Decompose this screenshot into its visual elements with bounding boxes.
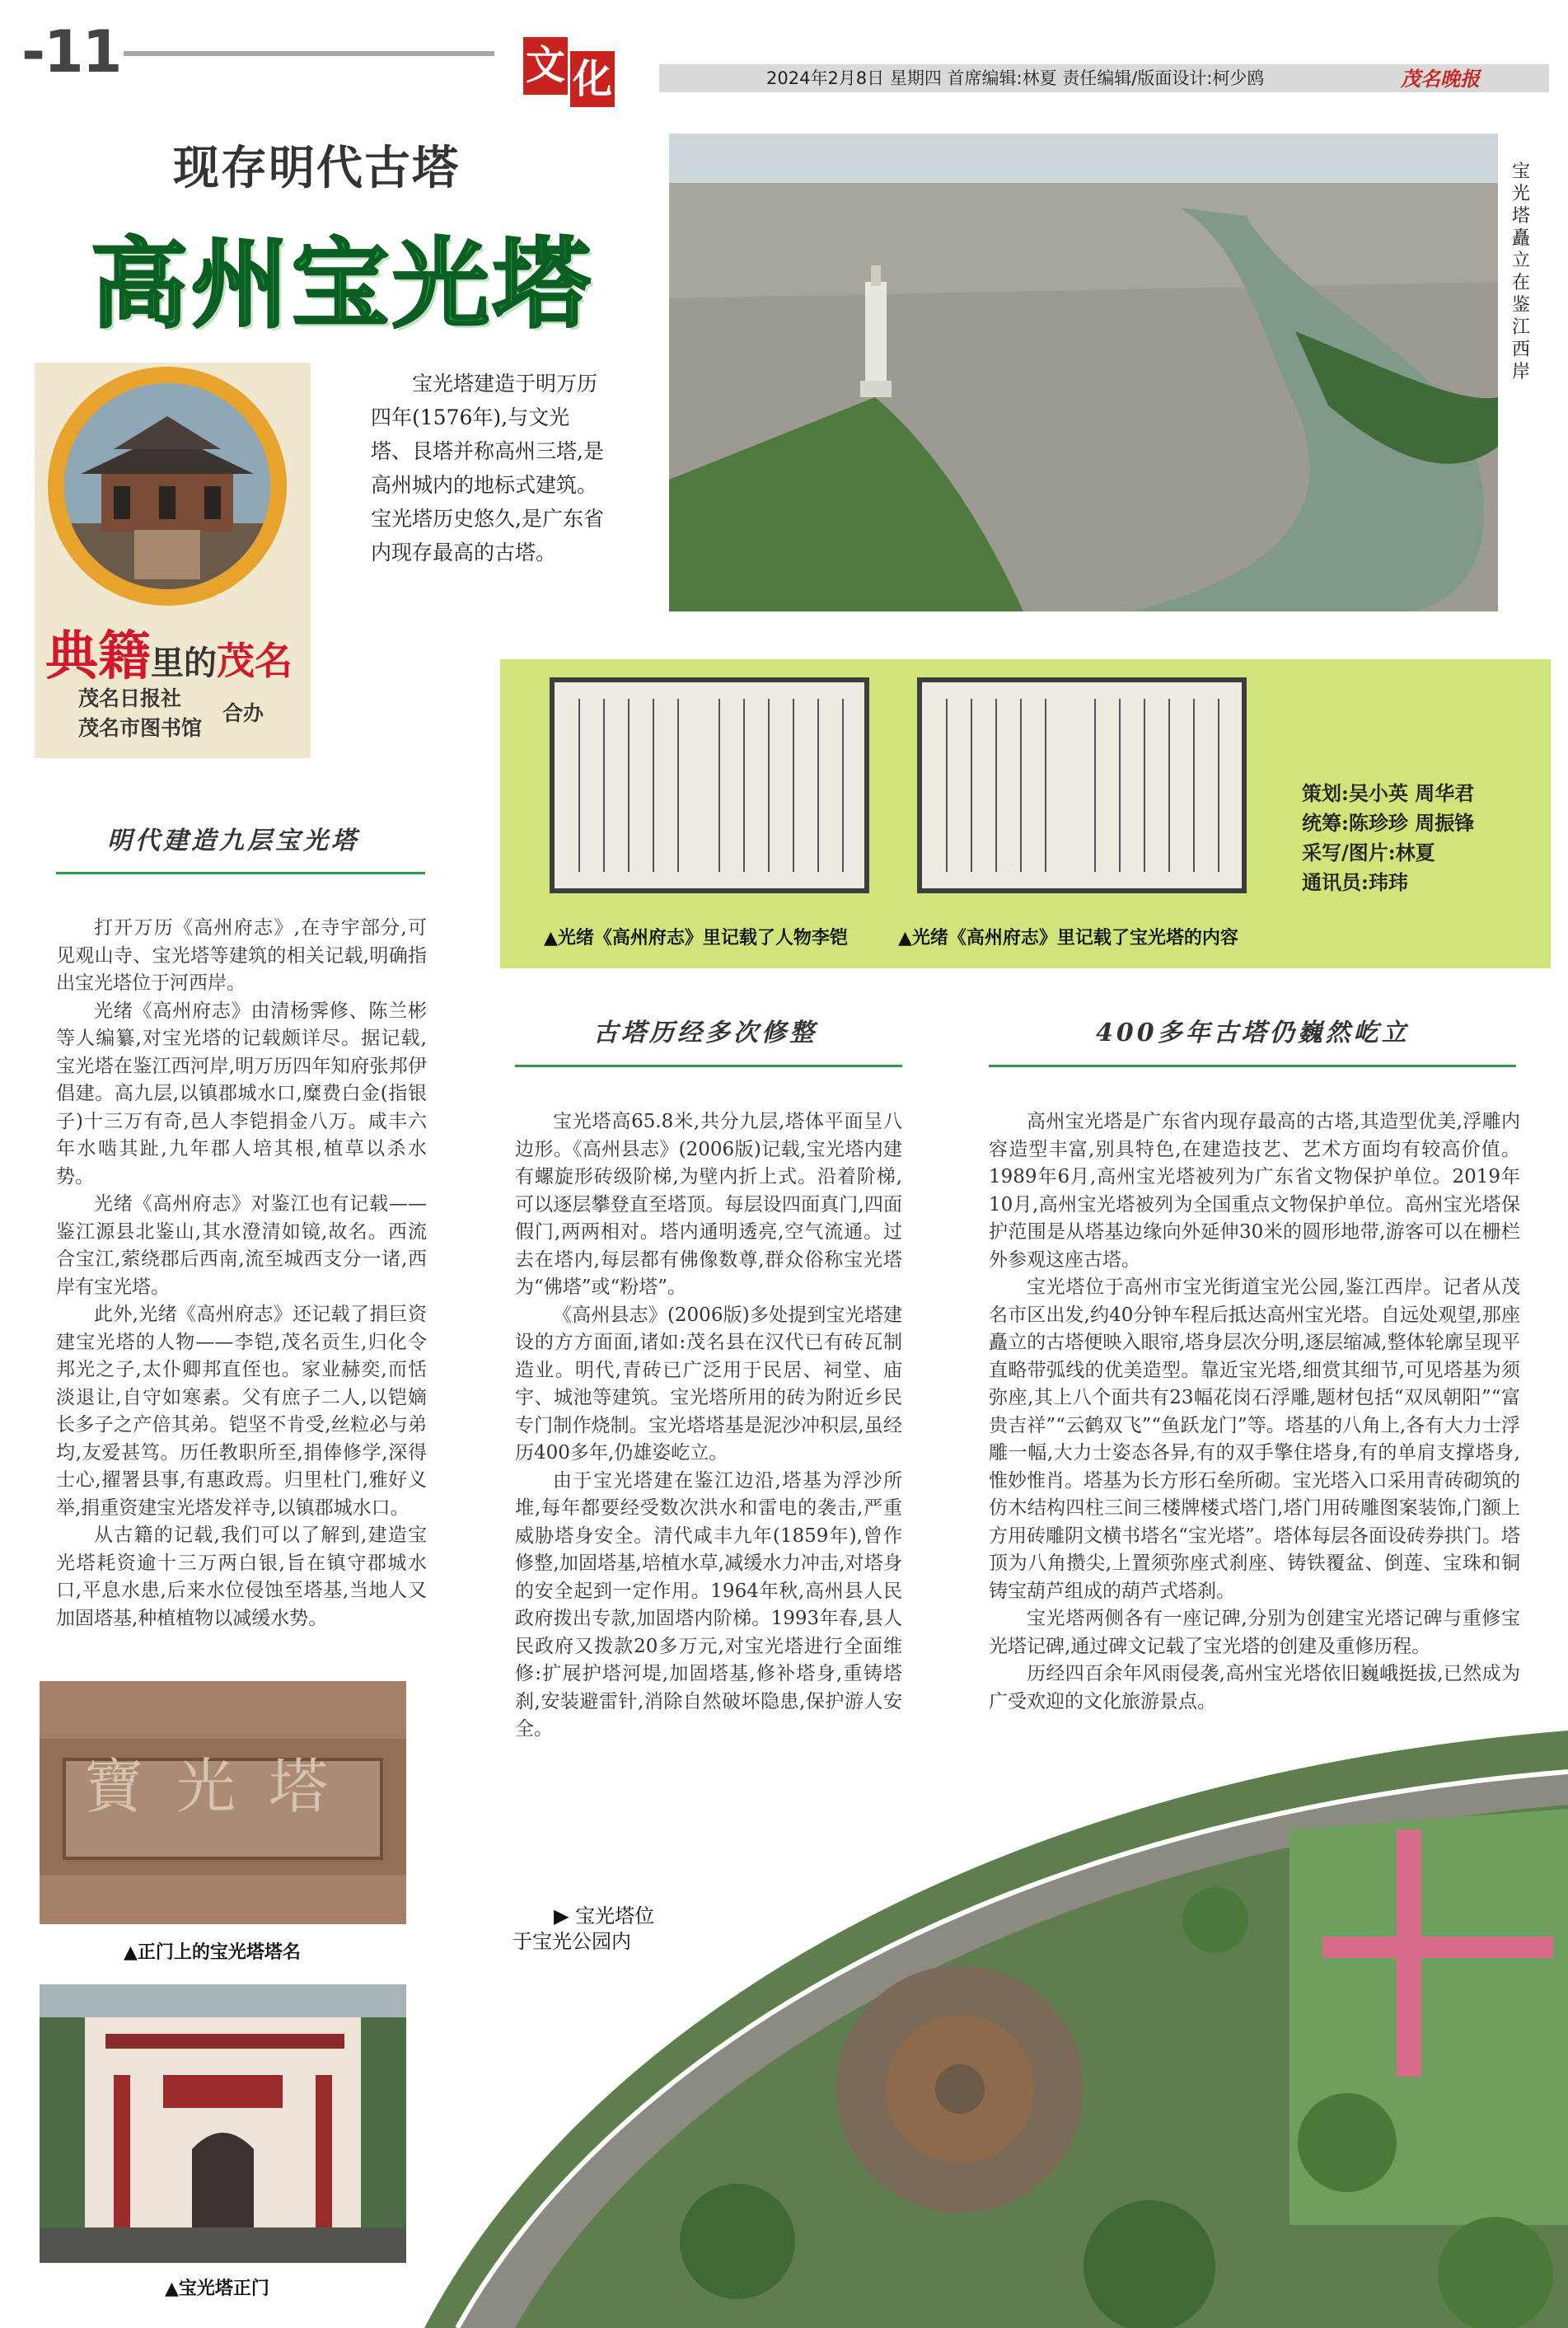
park-aerial-photo: [424, 1731, 1568, 2328]
coop-org-2: 茂名市图书馆: [78, 716, 203, 740]
paragraph: 光绪《高州府志》由清杨霁修、陈兰彬等人编纂,对宝光塔的记载颇详尽。据记载,宝光塔在鉴江西河岸,明万历四年知府张邦伊倡建。高九层,以镇郡城水口,糜费白金(指银子)十三万有奇,邑人李铠捐金八万。咸丰六年水啮其趾,九年郡人培其根,植草以杀水势。: [56, 1000, 427, 1187]
column-title-part1: 典籍: [45, 626, 151, 687]
document-image-1: [550, 677, 869, 893]
paragraph: 《高州县志》(2006版)多处提到宝光塔建设的方方面面,诸如:茂名县在汉代已有砖瓦制造业。明代,青砖已广泛用于民居、祠堂、庙宇、城池等建筑。宝光塔所用的砖为附近乡民专门制作烧制。宝光塔塔基是泥沙冲积层,虽经历400多年,仍雄姿屹立。: [515, 1304, 902, 1464]
pavilion-image: [64, 383, 270, 589]
section-label-char-1: 文: [523, 37, 568, 95]
credit-line: 采写/图片:林夏: [1302, 841, 1435, 864]
coop-org-1: 茂名日报社: [78, 686, 182, 710]
header-rule: [124, 51, 494, 56]
paragraph: 宝光塔高65.8米,共分九层,塔体平面呈八边形。《高州县志》(2006版)记载,宝光塔内建有螺旋形砖级阶梯,为壁内折上式。沿着阶梯,可以逐层攀登直至塔顶。每层设四面真门,四面假门,两两相对。塔内通明透亮,空气流通。过去在塔内,每层都有佛像数尊,群众俗称宝光塔为“佛塔”或“粉塔”。: [515, 1111, 902, 1298]
credit-line: 策划:吴小英 周华君: [1302, 781, 1475, 805]
caption-plaque: ▲正门上的宝光塔塔名: [124, 1942, 301, 1963]
caption-doc-1: ▲光绪《高州府志》里记载了人物李铠: [544, 928, 848, 949]
column-title-part2: 里的: [151, 644, 217, 682]
kicker-title: 现存明代古塔: [173, 141, 460, 195]
credit-line: 统筹:陈珍珍 周振锋: [1302, 811, 1475, 835]
coop-orgs: [78, 684, 202, 743]
paragraph: 此外,光绪《高州府志》还记载了捐巨资建宝光塔的人物——李铠,茂名贡生,归化令邦光之子,太仆卿邦直侄也。家业赫奕,而恬淡退让,自守如寒素。父有庶子二人,以铠嫡长多子之产倍其弟。铠坚不肯受,丝粒必与弟均,友爱甚笃。历任教职所至,捐俸修学,深得士心,擢署县事,有惠政焉。归里杜门,雅好义举,捐重资建宝光塔发祥寺,以镇郡城水口。: [56, 1304, 427, 1519]
paragraph: 从古籍的记载,我们可以了解到,建造宝光塔耗资逾十三万两白银,旨在镇守郡城水口,平息水患,后来水位侵蚀至塔基,当地人又加固塔基,种植植物以减缓水势。: [56, 1525, 427, 1629]
caption-park-line-2: 于宝光公园内: [513, 1930, 631, 1953]
paragraph: 光绪《高州府志》对鉴江也有记载——鉴江源县北鉴山,其水澄清如镜,故名。西流合宝江,萦绕郡后西南,流至城西支分一诸,西岸有宝光塔。: [56, 1193, 427, 1298]
section-2-title: 古塔历经多次修整: [593, 1019, 817, 1047]
aerial-caption: 宝光塔矗立在鉴江西岸: [1512, 162, 1531, 382]
paragraph: 宝光塔两侧各有一座记碑,分别为创建宝光塔记碑与重修宝光塔记碑,通过碑文记载了宝光塔的创建及重修历程。: [989, 1608, 1520, 1657]
section-label-char-2: 化: [570, 51, 615, 107]
section-1-title: 明代建造九层宝光塔: [107, 827, 359, 855]
gate-photo: [40, 1984, 406, 2263]
aerial-photo: [669, 133, 1498, 611]
column-emblem: [48, 367, 287, 606]
newspaper-logo: 茂名晚报: [1401, 67, 1480, 91]
credits-block: [1302, 779, 1474, 897]
section-2-rule: [515, 1065, 902, 1067]
section-1-body: [56, 915, 427, 1632]
credit-line: 通讯员:玮玮: [1302, 870, 1408, 894]
paragraph: 宝光塔位于高州市宝光街道宝光公园,鉴江西岸。记者从茂名市区出发,约40分钟车程后抵达高州宝光塔。自远处观望,那座矗立的古塔便映入眼帘,塔身层次分明,逐层缩减,整体轮廓呈现平直略带弧线的优美造型。靠近宝光塔,细赏其细节,可见塔基为须弥座,其上八个面共有23幅花岗石浮雕,题材包括“双凤朝阳”“富贵吉祥”“云鹤双飞”“鱼跃龙门”等。塔基的八角上,各有大力士浮雕一幅,大力士姿态各异,有的双手擎住塔身,有的单肩支撑塔身,惟妙惟肖。塔基为长方形石垒所砌。宝光塔入口采用青砖砌筑的仿木结构四柱三间三楼牌楼式塔门,塔门用砖雕图案装饰,门额上方用砖雕阴文横书塔名“宝光塔”。塔体每层各面设砖券拱门。塔顶为八角攒尖,上置须弥座式刹座、铸铁覆盆、倒莲、宝珠和铜铸宝葫芦组成的葫芦式塔刹。: [989, 1276, 1520, 1602]
section-3-body: [989, 1108, 1520, 1716]
intro-paragraph: 宝光塔建造于明万历四年(1576年),与文光塔、艮塔并称高州三塔,是高州城内的地标式建筑。宝光塔历史悠久,是广东省内现存最高的古塔。: [371, 372, 604, 564]
section-3-rule: [989, 1065, 1516, 1067]
caption-doc-2: ▲光绪《高州府志》里记载了宝光塔的内容: [898, 928, 1238, 949]
section-1-rule: [56, 872, 425, 874]
document-image-2: [917, 677, 1247, 893]
header-info: 2024年2月8日 星期四 首席编辑:林夏 责任编辑/版面设计:柯少鸥: [766, 68, 1265, 88]
column-title: [45, 614, 293, 690]
page-number: -11: [21, 18, 121, 86]
section-2-body: [515, 1108, 902, 1744]
column-title-part3: 茂名: [217, 639, 293, 683]
section-3-title: 400多年古塔仍巍然屹立: [1096, 1019, 1410, 1047]
main-title: 高州宝光塔: [91, 227, 594, 341]
paragraph: 历经四百余年风雨侵袭,高州宝光塔依旧巍峨挺拔,已然成为广受欢迎的文化旅游景点。: [989, 1663, 1520, 1712]
paragraph: 高州宝光塔是广东省内现存最高的古塔,其造型优美,浮雕内容造型丰富,别具特色,在建造技艺、艺术方面均有较高价值。1989年6月,高州宝光塔被列为广东省文物保护单位。2019年10月,高州宝光塔被列为全国重点文物保护单位。高州宝光塔保护范围是从塔基边缘向外延伸30米的圆形地带,游客可以在栅栏外参观这座古塔。: [989, 1111, 1520, 1271]
plaque-inscription: 寶光塔: [83, 1752, 361, 1821]
paragraph: 由于宝光塔建在鉴江边沿,塔基为浮沙所堆,每年都要经受数次洪水和雷电的袭击,严重威胁塔身安全。清代咸丰九年(1859年),曾作修整,加固塔基,培植水草,减缓水力冲击,对塔身的安全起到一定作用。1964年秋,高州县人民政府拨出专款,加固塔内阶梯。1993年春,县人民政府又拨款20多万元,对宝光塔进行全面维修:扩展护塔河堤,加固塔基,修补塔身,重铸塔刹,安装避雷针,消除自然破坏隐患,保护游人安全。: [515, 1469, 902, 1740]
paragraph: 打开万历《高州府志》,在寺宇部分,可见观山寺、宝光塔等建筑的相关记载,明确指出宝光塔位于河西岸。: [56, 917, 427, 994]
caption-park-line-1: ▶ 宝光塔位: [554, 1904, 655, 1928]
caption-gate: ▲宝光塔正门: [165, 2279, 269, 2299]
coop-suffix: 合办: [222, 701, 264, 725]
